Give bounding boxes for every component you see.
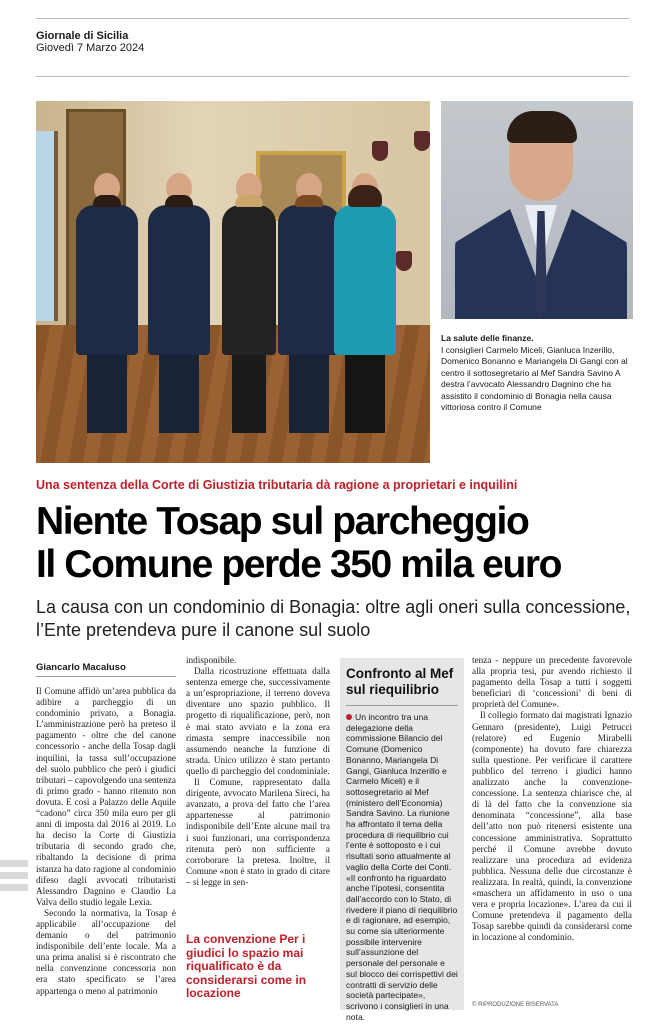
portrait-photo (441, 101, 633, 319)
paragraph: tenza - neppure un precedente favorevole alla propria tesi, pur avendo richiesto il pagamento della Tosap a tutti i soggetti beneficiari di ‘concessioni’ di beni di proprietà del Comune». (472, 655, 632, 710)
box-body-text: Un incontro tra una delegazione della commissione Bilancio del Comune (Domenico Bonanno, Mariangela Di Gangi, Gianluca Inzerillo e Carmelo Miceli) e il sottosegretario al Mef (ministero dell’Economia) Sandra Savino. La riunione ha affrontato il tema della procedura di riequilibrio cui l’ente è sottoposto e i cui risultati sono attualmente al vaglio della Corte dei Conti. «Il confronto ha riguardato anche l’ipotesi, consentita dall’accordo con lo Stato, di rivedere il piano di riequilibrio e di ragionare, ad esempio, su come sia ulteriormente possibile intervenire sull’assunzione del personale del personale e sul blocco dei corrispettivi dei contratti di servizio delle società partecipate», scrivono i consiglieri in una nota. (346, 712, 458, 1022)
article-deck: La causa con un condominio di Bonagia: oltre agli oneri sulla concessione, l’Ente pretendeva pure il canone sul suolo (36, 597, 631, 640)
masthead-rule (36, 76, 629, 77)
headline-line-2: Il Comune perde 350 mila euro (36, 543, 562, 586)
paragraph: indisponibile. (186, 655, 237, 665)
paragraph: Il collegio formato dai magistrati Ignazio Gennaro (presidente), Luigi Petrucci (relatore) ed Eugenio Mirabelli (componente) ha dovuto fare chiarezza sulla questione. Per verificare il carattere pubblico del terreno i giudici hanno analizzato anche la convenzione-concessione. La sentenza chiarisce che, al di là del fatto che la convenzione sia denominata “concessione”, alla base dell’atto non può ritenersi esistente una concessione amministrativa. Soprattutto perché il Comune avrebbe dovuto realizzare una procedura ad evidenza pubblica. Nessuna delle due circostanze è realizzata. In realtà, quindi, la convenzione «maschera un affidamento in uso o una vera e propria locazione». L’area da cui il Comune pretendeva il pagamento della Tosap sarebbe quindi da considerarsi come in locazione al condominio. (472, 710, 632, 943)
paragraph: Il Comune, rappresentato dalla dirigente, avvocato Marilena Sirecі, ha avanzato, a prova del fatto che l’area appartenesse al patrimonio indisponibile dell’Ente alcune mail tra i suoi funzionari, una corrispondenza ritenuta però non sufficiente a corroborare la pretesa. Inoltre, il Comune «non è stato in grado di citare – si legge in sen- (186, 777, 330, 887)
paragraph: Secondo la normativa, la Tosap è applicabile all’occupazione del demanio o del patrimonio indisponibile dell’ente locale. Ma a una prima analisi si è riscontrato che nella convenzione concessoria non era stato specificato se l’area appartenga o meno al patrimonio (36, 907, 176, 996)
pull-quote: La convenzione Per i giudici lo spazio mai riqualificato è da considerarsi come in locazione (186, 932, 307, 1001)
box-title: Confronto al Mef sul riequilibrio (346, 666, 454, 697)
issue-date: Giovedì 7 Marzo 2024 (36, 42, 145, 54)
box-body (346, 712, 458, 1022)
paragraph: Il Comune affidò un’area pubblica da adibire a parcheggio di un condominio privato, a Bonagia. L’amministrazione però ha preteso il pagamento - oltre che del canone concessorio - anche della Tosap dagli inquilini, la tassa sull’occupazione del suolo pubblico che però i giudici tributari – capovolgendo una sentenza di primo grado - hanno ritenuto non dovuta. E così a Palazzo delle Aquile “cadono” circa 350 mila euro per gli anni di imposta dal 2016 al 2019. Lo ha deciso la Corte di Giustizia tributaria di secondo grado che, ribaltando la decisione di prima istanza ha dato ragione al condominio difeso dagli avvocati tributaristi Alessandro Dagnino e Claudio La Valva dello studio legale Lexia. (36, 686, 176, 907)
page-edge-marks (0, 860, 28, 896)
newspaper-name: Giornale di Sicilia (36, 30, 129, 42)
caption-title: La salute delle finanze. (441, 333, 534, 343)
bullet-dot-icon (346, 714, 352, 720)
caption-text: I consiglieri Carmelo Miceli, Gianluca Inzerillo, Domenico Bonanno e Mariangela Di Gangi con al centro il sottosegretario al Mef Sandra Savino A destra l’avvocato Alessandro Dagnino che ha assistito il condominio di Bonagia nella causa vittoriosa contro il Comune (441, 344, 628, 412)
article-headline (36, 500, 636, 586)
copyright-notice: © RIPRODUZIONE RISERVATA (472, 1002, 559, 1008)
group-photo (36, 101, 430, 463)
article-kicker: Una sentenza della Corte di Giustizia tributaria dà ragione a proprietari e inquilini (36, 478, 518, 492)
byline-rule (36, 676, 176, 677)
paragraph: Dalla ricostruzione effettuata dalla sentenza emerge che, successivamente a un’espropriazione, il terreno doveva diventare uno spazio pubblico. Il progetto di riqualificazione, però, non è mai stato avviato e la zona era rimasta sempre inaccessibile non assumendo neanche la funzione di strada. Unico utilizzo è stato pertanto quello di parcheggio del condominiale. (186, 666, 330, 776)
article-column-3 (472, 655, 632, 943)
top-rule (36, 18, 629, 19)
byline: Giancarlo Macaluso (36, 662, 126, 673)
article-column-1 (36, 686, 176, 997)
headline-line-1: Niente Tosap sul parcheggio (36, 500, 529, 543)
photo-caption (441, 333, 633, 414)
sidebar-box (340, 658, 464, 1022)
article-column-2 (186, 655, 330, 888)
masthead (36, 30, 144, 54)
